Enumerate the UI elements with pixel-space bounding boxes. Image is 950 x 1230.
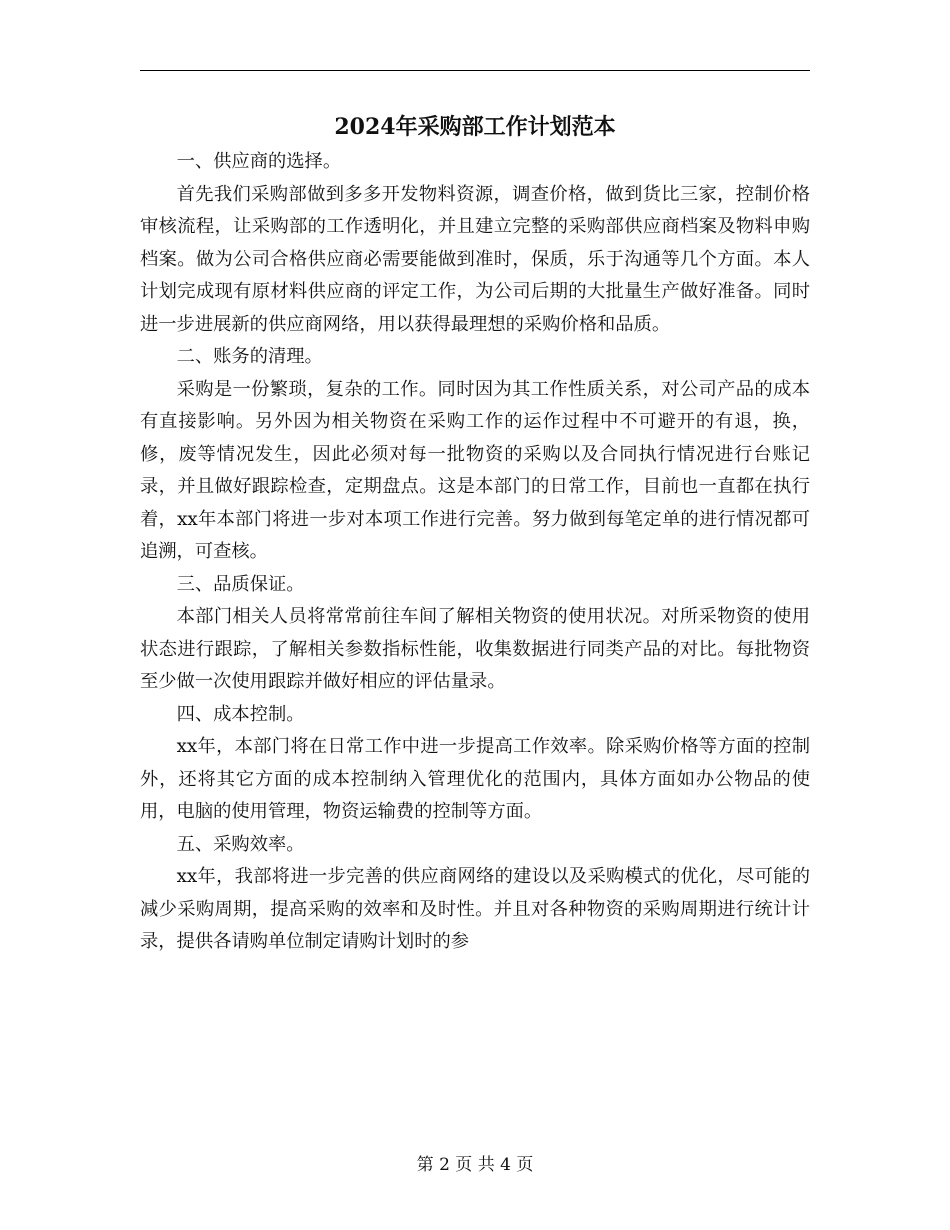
page-number-footer: 第 2 页 共 4 页 [416,1155,534,1175]
section-heading-5: 五、采购效率。 [176,833,305,855]
section-heading-1: 一、供应商的选择。 [176,151,342,172]
section-heading-4: 四、成本控制。 [176,703,305,725]
section-paragraph-5: xx年，我部将进一步完善的供应商网络的建设以及采购模式的优化，尽可能的减少采购周期，提高采购的效率和及时性。并且对各种物资的采购周期进行统计计录，提供各请购单位制定请购计划时的参 [140,866,810,952]
header-rule [140,70,810,71]
document-title: 2024年采购部工作计划范本 [334,114,616,140]
section-paragraph-1: 首先我们采购部做到多多开发物料资源，调查价格，做到货比三家，控制价格审核流程，让采购部的工作透明化，并且建立完整的采购部供应商档案及物料申购档案。做为公司合格供应商必需要能做到准时，保质，乐于沟通等几个方面。本人计划完成现有原材料供应商的评定工作，为公司后期的大批量生产做好准备。同时进一步进展新的供应商网络，用以获得最理想的采购价格和品质。 [140,183,810,335]
section-paragraph-2: 采购是一份繁琐，复杂的工作。同时因为其工作性质关系，对公司产品的成本有直接影响。另外因为相关物资在采购工作的运作过程中不可避开的有退，换，修，废等情况发生，因此必须对每一批物资的采购以及合同执行情况进行台账记录，并且做好跟踪检查，定期盘点。这是本部门的日常工作，目前也一直都在执行着，xx年本部门将进一步对本项工作进行完善。努力做到每笔定单的进行情况都可追溯，可查核。 [140,378,810,562]
section-heading-2: 二、账务的清理。 [176,346,323,367]
section-heading-3: 三、品质保证。 [176,573,305,595]
section-paragraph-3: 本部门相关人员将常常前往车间了解相关物资的使用状况。对所采物资的使用状态进行跟踪，了解相关参数指标性能，收集数据进行同类产品的对比。每批物资至少做一次使用跟踪并做好相应的评估量录。 [140,606,810,692]
document-body [140,146,810,959]
section-paragraph-4: xx年，本部门将在日常工作中进一步提高工作效率。除采购价格等方面的控制外，还将其它方面的成本控制纳入管理优化的范围内，具体方面如办公物品的使用，电脑的使用管理，物资运输费的控制等方面。 [140,736,810,822]
